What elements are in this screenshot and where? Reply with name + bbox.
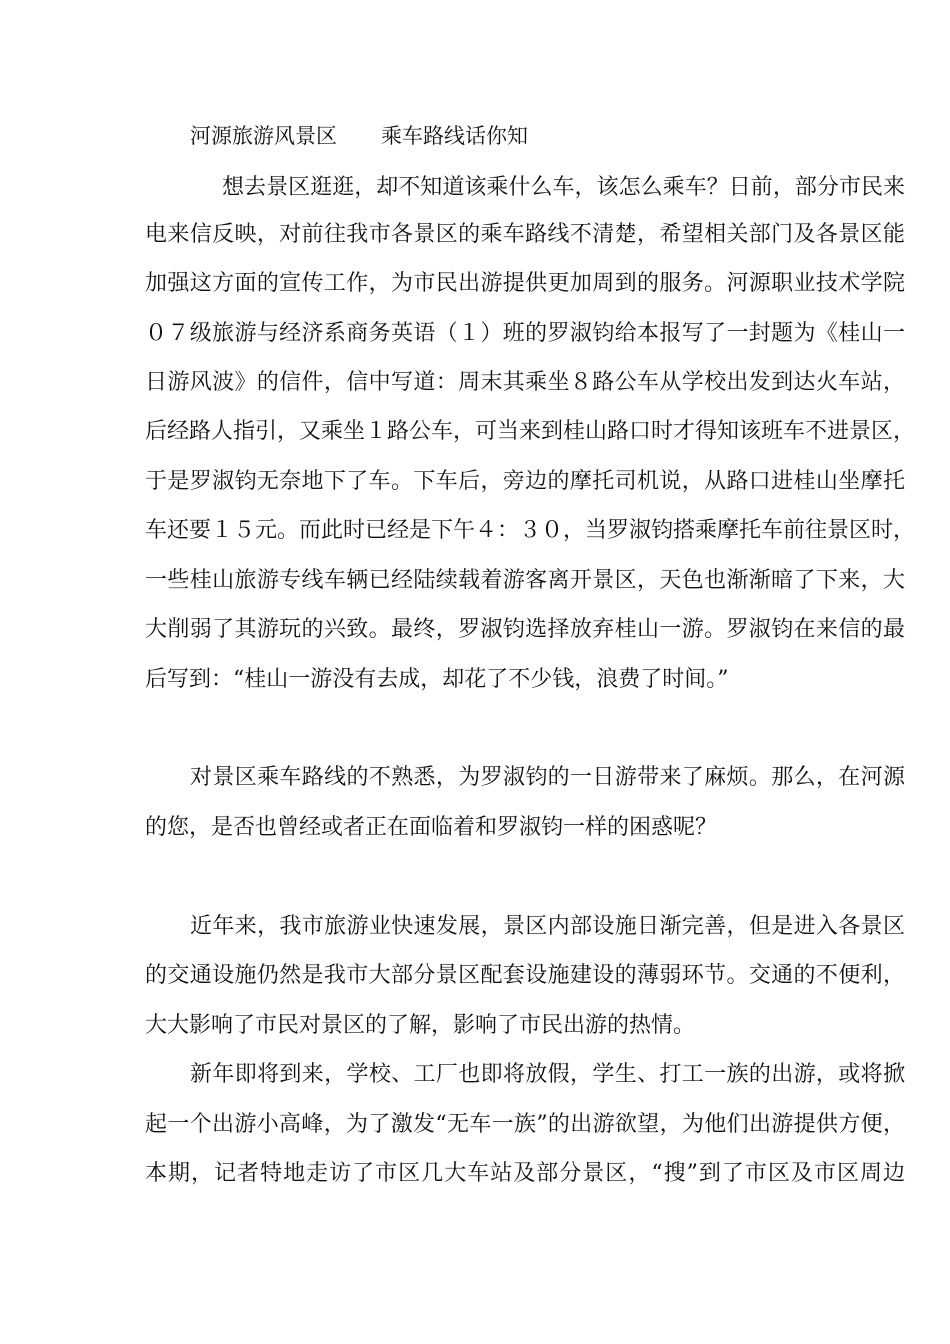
paragraph-1-line-6: 后经路人指引，又乘坐１路公车，可当来到桂山路口时才得知该班车不进景区， (145, 419, 916, 444)
paragraph-1-line-5: 日游风波》的信件，信中写道：周末其乘坐８路公车从学校出发到达火车站， (145, 370, 905, 395)
paragraph-1-line-2: 电来信反映，对前往我市各景区的乘车路线不清楚，希望相关部门及各景区能 (145, 222, 905, 247)
article-title (190, 120, 528, 152)
paragraph-1-line-1: 想去景区逛逛，却不知道该乘什么车，该怎么乘车？日前，部分市民来 (222, 175, 905, 200)
paragraph-2-line-1: 对景区乘车路线的不熟悉，为罗淑钧的一日游带来了麻烦。那么，在河源 (190, 765, 905, 790)
article-title-part2: 乘车路线话你知 (381, 124, 528, 148)
paragraph-1-line-7: 于是罗淑钧无奈地下了车。下车后，旁边的摩托司机说，从路口进桂山坐摩托 (145, 469, 905, 494)
paragraph-4-line-2: 起一个出游小高峰，为了激发“无车一族”的出游欲望，为他们出游提供方便， (145, 1112, 905, 1137)
paragraph-3-line-1: 近年来，我市旅游业快速发展，景区内部设施日渐完善，但是进入各景区 (190, 914, 905, 939)
paragraph-1-line-11: 后写到：“桂山一游没有去成，却花了不少钱，浪费了时间。” (145, 667, 729, 692)
paragraph-2-line-2: 的您，是否也曾经或者正在面临着和罗淑钧一样的困惑呢？ (145, 815, 718, 840)
paragraph-3-line-2: 的交通设施仍然是我市大部分景区配套设施建设的薄弱环节。交通的不便利， (145, 963, 905, 988)
paragraph-1-line-3: 加强这方面的宣传工作，为市民出游提供更加周到的服务。河源职业技术学院 (145, 271, 905, 296)
paragraph-1-line-10: 大削弱了其游玩的兴致。最终，罗淑钧选择放弃桂山一游。罗淑钧在来信的最 (145, 617, 905, 642)
paragraph-4-line-1: 新年即将到来，学校、工厂也即将放假，学生、打工一族的出游，或将掀 (190, 1062, 905, 1087)
paragraph-3-line-3: 大大影响了市民对景区的了解，影响了市民出游的热情。 (145, 1013, 696, 1038)
paragraph-1-line-4: ０７级旅游与经济系商务英语（１）班的罗淑钧给本报写了一封题为《桂山一 (145, 321, 905, 346)
paragraph-1-line-8: 车还要１５元。而此时已经是下午４：３０，当罗淑钧搭乘摩托车前往景区时， (145, 518, 916, 543)
paragraph-1-line-9: 一些桂山旅游专线车辆已经陆续载着游客离开景区，天色也渐渐暗了下来，大 (145, 568, 905, 593)
paragraph-4-line-3: 本期，记者特地走访了市区几大车站及部分景区，“搜”到了市区及市区周边 (145, 1161, 905, 1186)
article-title-part1: 河源旅游风景区 (190, 124, 337, 148)
